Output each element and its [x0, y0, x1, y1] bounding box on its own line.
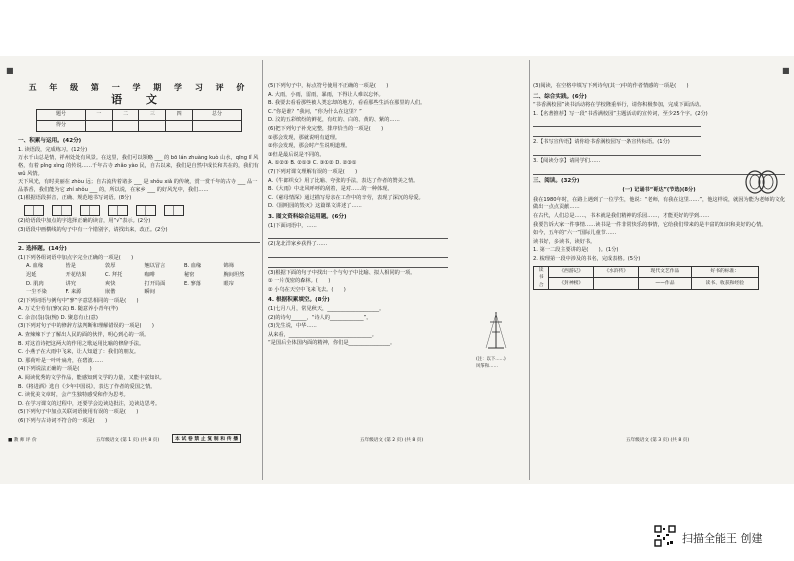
- score-table: [36, 109, 242, 132]
- pinyin-answer-box[interactable]: [108, 205, 128, 216]
- word-option: 瞬间: [144, 289, 155, 296]
- sub-question: (5)下列句子中加点关联词语使用有误的一项是( ): [18, 409, 139, 416]
- score-cell[interactable]: [166, 121, 193, 132]
- word-option: 一尘不染: [26, 289, 47, 296]
- section-title: 3. 图文资料综合运用题。(6分): [268, 213, 347, 220]
- option-line: ② 小鸟在天空中飞来飞去。( ): [268, 286, 346, 293]
- tower-illustration: [476, 308, 516, 370]
- score-header-cell: 总分: [192, 110, 241, 121]
- answer-line[interactable]: [268, 250, 448, 258]
- word-option: A. 血缘: [26, 263, 44, 270]
- fill-blank: (1)七月八月，常见秋天，____________________。: [268, 306, 385, 313]
- sub-question: (7)下列对课文理解有误的一项是( ): [268, 168, 358, 175]
- page-footer: 五年级语文 (第 1 页) (共 8 页): [96, 438, 160, 443]
- table-cell: 读书、收获和经验: [691, 278, 758, 290]
- table-cell: 好书的标准：: [691, 266, 758, 278]
- score-header-cell: 一: [85, 110, 112, 121]
- task-question: 1.【名著推荐】写一段“书香满校园”主题活动的宣传词，至少25个字。(2分): [533, 110, 708, 117]
- question-title: 1. 读语段，完成练习。(12分): [18, 146, 88, 153]
- word-option: 咖啡: [144, 271, 155, 278]
- reading-question: 1. 第一二段主要讲的是( )。(1分): [533, 247, 619, 254]
- score-cell[interactable]: [139, 121, 166, 132]
- reading-title: (一) 记诵书“哥达”(节选)(8分): [622, 187, 696, 194]
- page-1: [18, 58, 260, 482]
- option-line: ①那会发现，那就说明有道理。: [268, 134, 341, 141]
- pinyin-answer-box[interactable]: [80, 205, 100, 216]
- option-line: C. 余音(袅)袅(惋) D. 聚息有止(意): [18, 314, 98, 321]
- option-line: C.“你是谁？”我问，“你为什么在这里？”: [268, 108, 362, 115]
- option-line: D. 那荷叶是一叶叶扁舟，在碧波……: [18, 357, 104, 364]
- fill-blank: (3)先生说，中华……: [268, 323, 317, 330]
- answer-line[interactable]: [18, 235, 260, 243]
- fill-blank: (2)的诗句______，“诗人的_____________”。: [268, 314, 372, 321]
- option-line: ③但是最后说是不同的。: [268, 151, 325, 158]
- option-line: D.《圆明园的毁灭》这篇课文讲述了……: [268, 203, 362, 210]
- option-line: C. 小燕子在大雨中飞来，让人知道了：我们的朋友。: [18, 349, 140, 356]
- option-line: A.《牛郎织女》用了比喻、夸张的手法，表达了作者的赞美之情。: [268, 177, 419, 184]
- books-icon: [743, 167, 779, 197]
- sub-question: (2)给语段中加点的字选择正确的读音，用“√”表示。(2分): [18, 217, 151, 224]
- option-line: D. 汶的五彩缤纷的鲜花，有红的、白的、黄的、紫的……: [268, 117, 400, 124]
- section-title: 三、阅读。(32分): [533, 177, 580, 184]
- section-title: 二、综合实践。(6分): [533, 93, 587, 100]
- word-option: 打开局面: [144, 280, 166, 287]
- option-line: B.《将进酒》选自《少年中国说》，表达了作者的爱国之情。: [18, 383, 156, 390]
- option-line: ②你会发现，那会时产生说明道理。: [268, 143, 351, 150]
- word-option: F. 来源: [65, 289, 82, 296]
- table-side-label: 读 书 合: [534, 266, 549, 290]
- sub-question: (4)下列说法正确的一项是( ): [18, 366, 92, 373]
- column-divider: [262, 60, 263, 480]
- score-header-cell: 三: [139, 110, 166, 121]
- sub-question: (1)下面词语中，……: [268, 222, 317, 229]
- option-line: B.《大雨》中北风呼呼的刮着，是对……的一种体现。: [268, 186, 393, 193]
- word-option: D. 肌肉: [26, 280, 44, 287]
- essay-paragraph: 我在1980年时，在路上遇到了一位学生，他说：“老师，有我在这里……”，他这样说，就因为能为老师的文化做出一点点贡献……: [533, 196, 785, 211]
- book-table: [533, 266, 759, 291]
- sub-question: (3)根据下面的句子中找出一个与句子中比喻、拟人相同的一项。: [268, 269, 416, 276]
- table-cell: 现代文艺作品: [639, 266, 691, 278]
- sub-question: (1)下列各组词语中加点字完全正确的一项是( ): [18, 254, 134, 261]
- word-option: 眼帘: [223, 280, 234, 287]
- table-cell: 《水浒传》: [594, 266, 639, 278]
- sub-question: (6)把下列句子补充完整，排序恰当的一项是( ): [268, 125, 384, 132]
- option-line: A. ①②③ B. ②①③ C. ③①② D. ②③①: [268, 160, 357, 167]
- option-line: A. 大雨，小雨，雷雨，暴雨，下得让人难以忘怀。: [268, 91, 384, 98]
- tower-icon: [476, 308, 516, 352]
- essay-ending: 读书好，多读书，读好书。: [533, 238, 596, 245]
- book-illustration: [743, 167, 779, 199]
- word-option: 爽快: [105, 280, 116, 287]
- essay-paragraph: 在古代，人们总是……，书本就是我们精神的乐园……，才能更好的学到……: [533, 212, 710, 219]
- word-option: 腕间坦然: [223, 271, 245, 278]
- word-option: 嵌偕: [105, 289, 116, 296]
- section-title: 4. 根据积累填空。(8分): [268, 297, 330, 304]
- word-options: [26, 263, 260, 296]
- word-option: 锦筛: [223, 263, 234, 270]
- score-cell[interactable]: [85, 121, 112, 132]
- passage-text: 天下风光，有时美丽在 zhòu 远；自古流传着诸多 ___ 是 shǒu xiǎ 的传统，赏一赏千年的古寺 ___ 品一品茶香，我们能为它 zhí shǒu ___ 的，所以说，在家乡 ___ 的好风光中，我们……: [18, 179, 258, 193]
- scanner-watermark: 扫描全能王 创建: [682, 532, 763, 545]
- word-option: 敦厚: [105, 263, 116, 270]
- essay-paragraph: 我要告诉大家一件事情……读书是一件非常快乐的事情，它给我们带来的是丰富的知识和美好的心情。: [533, 221, 767, 228]
- sub-question: (6)下列与古诗词不符合的一项是( ): [18, 418, 108, 424]
- sub-question: (3)语段中画横线的句子中有一个错别字，请找出来，改正。(2分): [18, 226, 168, 233]
- sub-question: (2)龙北洋家乡获得了……: [268, 241, 328, 248]
- answer-line[interactable]: [533, 129, 701, 137]
- score-cell[interactable]: [192, 121, 241, 132]
- pinyin-answer-box[interactable]: [136, 205, 156, 216]
- sub-question: (3)下列对句子中的修辞方法判断和理解错误的一项是( ): [18, 323, 154, 330]
- word-option: C. 拜托: [105, 271, 123, 278]
- binding-mark: ■: [6, 66, 14, 75]
- exam-header: 五 年 级 第 一 学 期 学 习 评 价: [28, 83, 250, 92]
- option-line: A. 阅读优秀的文学作品，能感知到文学的力量，又能丰富知识。: [18, 375, 165, 382]
- answer-line[interactable]: [268, 231, 448, 239]
- essay-paragraph: 如今，五年的“六一”国际儿童节……: [533, 230, 617, 237]
- tower-caption: 风筝和……: [476, 364, 498, 370]
- option-line: B. 对这首诗把这两大的作用之歌运用比喻的修辞手法。: [18, 340, 145, 347]
- score-header-cell: 四: [166, 110, 193, 121]
- option-line: A. 万丈尘劳有(寥)(哀) B. 随意养小青年(毕): [18, 306, 119, 313]
- sub-question: (1)根据语段拼音，正确、规范地书写词语。(8分): [18, 195, 132, 202]
- option-line: ① 一片茂密的森林。( ): [268, 278, 331, 285]
- word-option: 讲究: [65, 280, 76, 287]
- section-title: 2. 选择题。(14分): [18, 246, 67, 253]
- answer-line[interactable]: [268, 260, 448, 268]
- section-title: 一、积累与运用。(42分): [18, 138, 82, 145]
- word-option: B. 血缘: [184, 263, 202, 270]
- task-question: 3.【阅读分享】请同学们……: [533, 157, 601, 164]
- score-header-cell: 题号: [37, 110, 86, 121]
- table-answer-cell[interactable]: [594, 278, 639, 290]
- option-line: C.《慈母情深》通过描写母亲在工作中的辛劳，表现了深沉的母爱。: [268, 194, 424, 201]
- word-option: 翘以冒言: [144, 263, 166, 270]
- pinyin-answer-box[interactable]: [24, 205, 44, 216]
- word-option: 迟延: [26, 271, 37, 278]
- reading-question: 2. 梳理第一段中涉及的书名，完成表格。(5分): [533, 255, 641, 262]
- option-line: C. 读优美文章时，会产生独特感受和作为思考。: [18, 392, 129, 399]
- answer-line[interactable]: [533, 148, 701, 156]
- table-cell: ——作品: [639, 278, 691, 290]
- qr-code-icon: [654, 525, 676, 547]
- activity-intro: “书香满校园”读书活动将在学校隆重举行，请你积极参加，完成下面活动。: [533, 102, 705, 109]
- option-line: D. 在学习课文的过程中，还要学会边读边批注，边读边思考。: [18, 400, 161, 407]
- task-question: 2.【书写宣传语】请你给书香满校园写一条宣传标语。(1分): [533, 139, 670, 146]
- word-option: 皆是: [65, 263, 76, 270]
- option-line: B. 我要去看看那些被人类忘却的地方，看看那些生活在那里的人们。: [268, 100, 426, 107]
- score-cell[interactable]: [112, 121, 139, 132]
- passage-text: 万水千山总是情，祥州处处有风景。在这里，我们可以领略 ___ 的 bō lán zhuàng kuò 山水，qīng lǐ 风格，有着 pǐng xìng 的传说……千年古寺 zhǎo yào 民，自古以来，我们是自然中成长和共在的，我们有 wǔ 风情。: [18, 155, 259, 177]
- table-cell: 《封神榜》: [549, 278, 594, 290]
- word-option: 秘密: [184, 271, 195, 278]
- pinyin-answer-box[interactable]: [52, 205, 72, 216]
- score-row-label: 得分: [37, 121, 86, 132]
- pinyin-answer-box[interactable]: [164, 205, 184, 216]
- copy-warning: 本 试 卷 禁 止 复 制 和 传 播: [172, 434, 241, 443]
- tower-label: (注：以下……): [476, 356, 506, 362]
- page-footer: 五年级语文 (第 2 页) (共 8 页): [360, 438, 424, 443]
- teacher-eval-label: ■ 教 师 评 价: [8, 438, 37, 443]
- pinyin-boxes: [24, 205, 260, 216]
- answer-line[interactable]: [533, 119, 701, 127]
- binding-mark: ■: [782, 66, 790, 75]
- fill-blank: 从来看，________________________________。: [268, 331, 377, 338]
- word-option: 开花结果: [65, 271, 87, 278]
- subject-title: 语 文: [111, 92, 167, 106]
- fill-blank: “是国后全体国内面的精神，你们是________________。: [268, 340, 396, 347]
- score-header-cell: 二: [112, 110, 139, 121]
- option-line: A. 查辣辣下子了解出人民的面的伙伴，明心到心的一项。: [18, 332, 150, 339]
- sub-question: (3)阅读，在空格中填写下列诗句(其一)中的作者情感的一项是( ): [533, 83, 689, 89]
- table-cell: 《西游记》: [549, 266, 594, 278]
- column-divider: [529, 60, 530, 480]
- page-footer: 五年级语文 (第 3 页) (共 8 页): [626, 438, 690, 443]
- sub-question: (2)下列词语与例句中“寥”字意思相同的一项是( ): [18, 297, 139, 304]
- sub-question: (5)下列句子中，标点符号使用不正确的一项是( ): [268, 83, 389, 89]
- word-option: E. 寥落: [184, 280, 201, 287]
